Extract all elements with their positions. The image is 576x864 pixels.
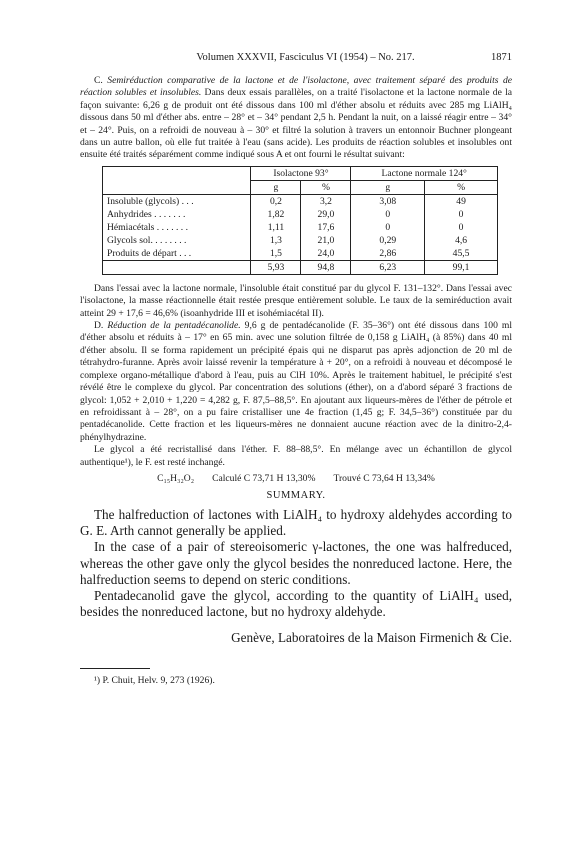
table-unit-header: g — [251, 180, 301, 194]
page-number: 1871 — [491, 52, 512, 63]
table-row — [103, 194, 497, 208]
table-cell: 0 — [351, 208, 425, 221]
table-total-label — [103, 260, 251, 274]
section-c-title: Semiréduction comparative de la lactone et de l'isolactone, avec traitement séparé des produits de réaction solubles et insolubles. — [80, 75, 512, 99]
table-unit-header: g — [351, 180, 425, 194]
table-cell: 0 — [425, 221, 497, 234]
table-total-row — [103, 260, 497, 274]
table-row-label: Glycols sol. . . . . . . . — [107, 234, 187, 246]
table-corner — [103, 167, 251, 195]
section-d-body: 9,6 g de pentadécanolide (F. 35–36°) ont été dissous dans 100 ml d'éther absolu et réduits à – 17° en 65 min. avec une solution filtrée de 0,158 g LiAlH₄ (à 85%) dans 40 ml d'éther absolu. Il se forma rapidement un précipité épais qui ne disparut pas après adjonction de 20 ml de tétrahydro-furanne. Après avoir laissé revenir la température à + 20°, on a refroidi à nouveau et décomposé le complexe organo-métallique d'abord à l'eau, puis au ClH 10%. Après le traitement habituel, le précipité s'est révélé être le complexe du glycol. Par concentration des solutions (éther), on a d'abord séparé 3 fractions de glycol: 1,052 + 2,010 + 1,220 = 4,282 g, F. 87,5–88,5°. En ajoutant aux liqueurs-mères de l'éther de pétrole et en refroidissant à – 28°, on a pu faire cristalliser une 4e fraction (1,45 g; F. 34,5–36°) constituée par du pentadécanolide. Cette fraction et les liqueurs-mères ne donnaient aucune réaction avec de la dinitro-2,4-phénylhydrazine. — [80, 320, 513, 443]
table-row — [103, 247, 497, 261]
formula-calculated: Calculé C 73,71 H 13,30% — [212, 472, 316, 484]
table-group-header: Lactone normale 124° — [351, 167, 497, 181]
table-total-cell: 5,93 — [251, 260, 301, 274]
table-row-label: Anhydrides . . . . . . . — [107, 208, 186, 220]
table-row-label: Insoluble (glycols) . . . — [107, 195, 194, 207]
section-d-label: D. — [94, 320, 104, 332]
recrystallization-paragraph: Le glycol a été recristallisé dans l'éther. F. 88–88,5°. En mélange avec un échantillon de glycol authentique¹), le F. est resté inchangé. — [80, 444, 512, 468]
table-total-cell: 99,1 — [425, 260, 497, 274]
table-cell: 1,5 — [251, 247, 301, 261]
table-cell: 1,82 — [251, 208, 301, 221]
summary-paragraph-2: In the case of a pair of stereoisomeric γ-lactones, the one was halfreduced, whereas the other gave only the glycol besides the nonreduced lactone. Here, the halfreduction seems to depend on steric conditions. — [80, 539, 512, 587]
section-c-body: Dans deux essais parallèles, on a traité l'isolactone et la lactone normale de la façon suivante: 6,26 g de produit ont été dissous dans 100 ml d'éther absolu et réduits avec 285 mg LiAlH₄ dissous dans 50 ml d'éther abs. entre – 28° et – 34° pendant 2,5 h. Pendant la nuit, on a laissé réagir entre – 34° et – 24°. Puis, on a refroidi de nouveau à – 30° et filtré la solution à travers un entonnoir Buchner plongeant dans un autre ballon, où elle fut traitée à l'eau (sans acide). Les produits de réaction solubles et insolubles ont ensuite été traités séparément comme indiqué sous A et ont fourni le résultat suivant: — [80, 87, 512, 161]
journal-header: Volumen XXXVII, Fasciculus VI (1954) – No. 217. — [196, 52, 415, 63]
table-cell: 29,0 — [301, 208, 351, 221]
table-cell: 3,2 — [301, 194, 351, 208]
section-d-title: Réduction de la pentadécanolide. — [107, 320, 241, 332]
table-cell: 49 — [425, 194, 497, 208]
formula-found: Trouvé C 73,64 H 13,34% — [333, 472, 435, 484]
footnote: ¹) P. Chuit, Helv. 9, 273 (1926). — [94, 675, 215, 687]
section-c-paragraph — [80, 75, 512, 162]
table-cell: 4,6 — [425, 234, 497, 247]
page-header — [80, 52, 512, 63]
para-after-table: Dans l'essai avec la lactone normale, l'insoluble était constitué par du glycol F. 131–132°. Dans l'essai avec l'isolactone, la masse réactionnelle était restée presque entièrement soluble. Le taux de la semiréduction avait atteint 29 + 17,6 = 46,6% (isoanhydride III et isohémiacétal II). — [80, 282, 512, 319]
table-group-header: Isolactone 93° — [251, 167, 351, 181]
summary-paragraph-1: The halfreduction of lactones with LiAlH₄ to hydroxy aldehydes according to G. E. Arth cannot generally be applied. — [80, 506, 512, 539]
elemental-analysis — [80, 473, 512, 484]
table-cell: 0,2 — [251, 194, 301, 208]
table-row-label: Produits de départ . . . — [107, 247, 192, 259]
document-page — [80, 52, 512, 686]
table-row — [103, 221, 497, 234]
table-cell: 0 — [351, 221, 425, 234]
table-cell: 0,29 — [351, 234, 425, 247]
table-cell: 24,0 — [301, 247, 351, 261]
table-row-label: Hémiacétals . . . . . . . — [107, 221, 188, 233]
results-table — [102, 166, 498, 275]
table-total-cell: 6,23 — [351, 260, 425, 274]
signature-line: Genève, Laboratoires de la Maison Firmenich & Cie. — [231, 630, 512, 646]
section-c-label: C. — [94, 75, 103, 86]
table-cell: 45,5 — [425, 247, 497, 261]
table-cell: 17,6 — [301, 221, 351, 234]
table-row — [103, 208, 497, 221]
table-cell: 2,86 — [351, 247, 425, 261]
summary-paragraph-3: Pentadecanolid gave the glycol, according to the quantity of LiAlH₄ used, besides the nonreduced lactone, but no hydroxy aldehyde. — [80, 587, 512, 620]
table-total-cell: 94,8 — [301, 260, 351, 274]
table-cell: 1,3 — [251, 234, 301, 247]
summary-title: SUMMARY. — [266, 489, 326, 501]
footnote-divider — [80, 668, 150, 669]
table-unit-header: % — [301, 180, 351, 194]
table-cell: 0 — [425, 208, 497, 221]
table-row — [103, 234, 497, 247]
table-cell: 1,11 — [251, 221, 301, 234]
formula-compound: C₁₅H₃₂O₂ — [157, 472, 195, 484]
table-cell: 3,08 — [351, 194, 425, 208]
table-cell: 21,0 — [301, 234, 351, 247]
table-unit-header: % — [425, 180, 497, 194]
section-d-paragraph — [80, 320, 512, 444]
